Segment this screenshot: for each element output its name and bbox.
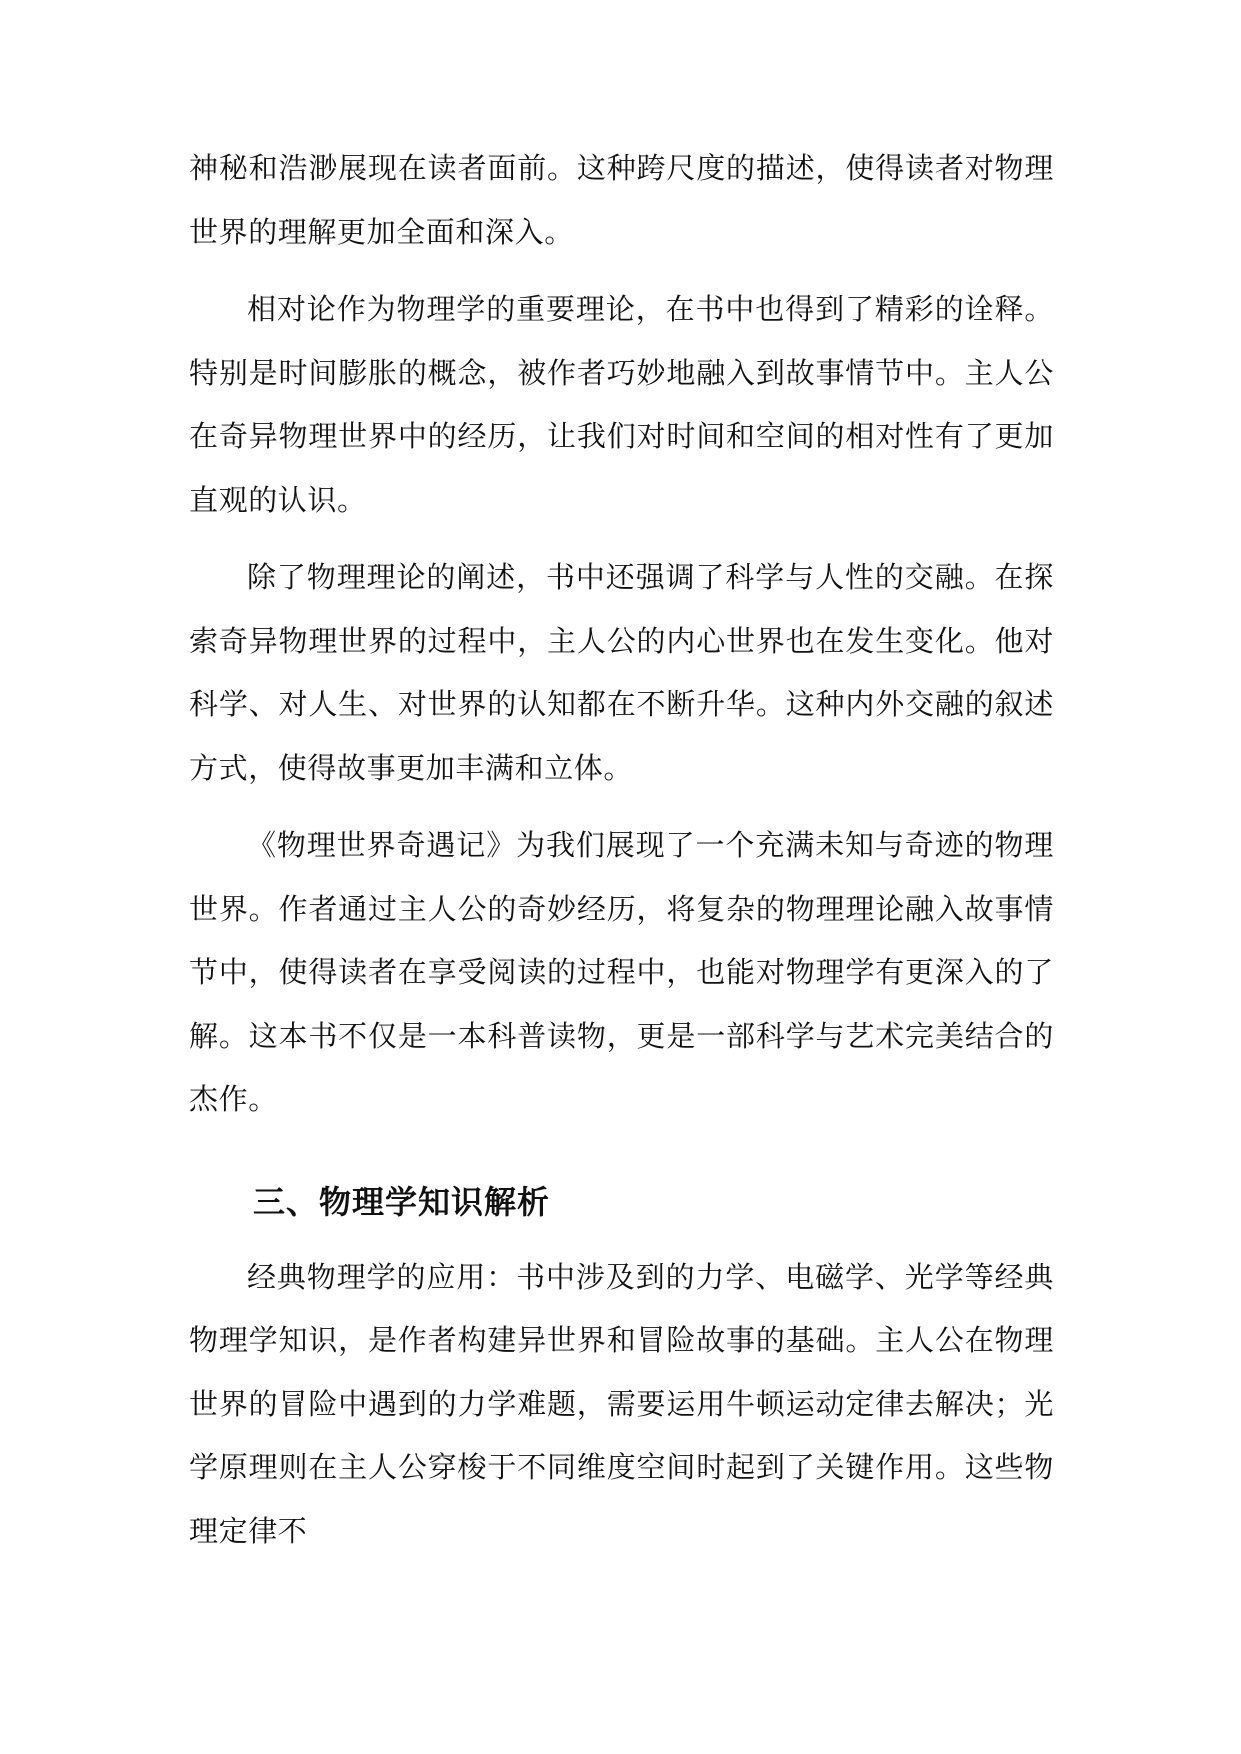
section-heading: 三、物理学知识解析 (253, 1182, 551, 1221)
paragraph-science-humanity: 除了物理理论的阐述，书中还强调了科学与人性的交融。在探索奇异物理世界的过程中，主人公的内心世界也在发生变化。他对科学、对人生、对世界的认知都在不断升华。这种内外交融的叙述方式，使得故事更加丰满和立体。 (189, 560, 1054, 785)
paragraph-continuation: 神秘和浩渺展现在读者面前。这种跨尺度的描述，使得读者对物理世界的理解更加全面和深入。 (189, 151, 1054, 249)
paragraph-relativity: 相对论作为物理学的重要理论，在书中也得到了精彩的诠释。特别是时间膨胀的概念，被作者巧妙地融入到故事情节中。主人公在奇异物理世界中的经历，让我们对时间和空间的相对性有了更加直观的认识。 (189, 292, 1054, 517)
document-body (189, 137, 1054, 1563)
paragraph-classical-physics: 经典物理学的应用：书中涉及到的力学、电磁学、光学等经典物理学知识，是作者构建异世界和冒险故事的基础。主人公在物理世界的冒险中遇到的力学难题，需要运用牛顿运动定律去解决；光学原理则在主人公穿梭于不同维度空间时起到了关键作用。这些物理定律不 (189, 1259, 1054, 1548)
paragraph-book-summary: 《物理世界奇遇记》为我们展现了一个充满未知与奇迹的物理世界。作者通过主人公的奇妙经历，将复杂的物理理论融入故事情节中，使得读者在享受阅读的过程中，也能对物理学有更深入的了解。这本书不仅是一本科普读物，更是一部科学与艺术完美结合的杰作。 (189, 828, 1054, 1116)
